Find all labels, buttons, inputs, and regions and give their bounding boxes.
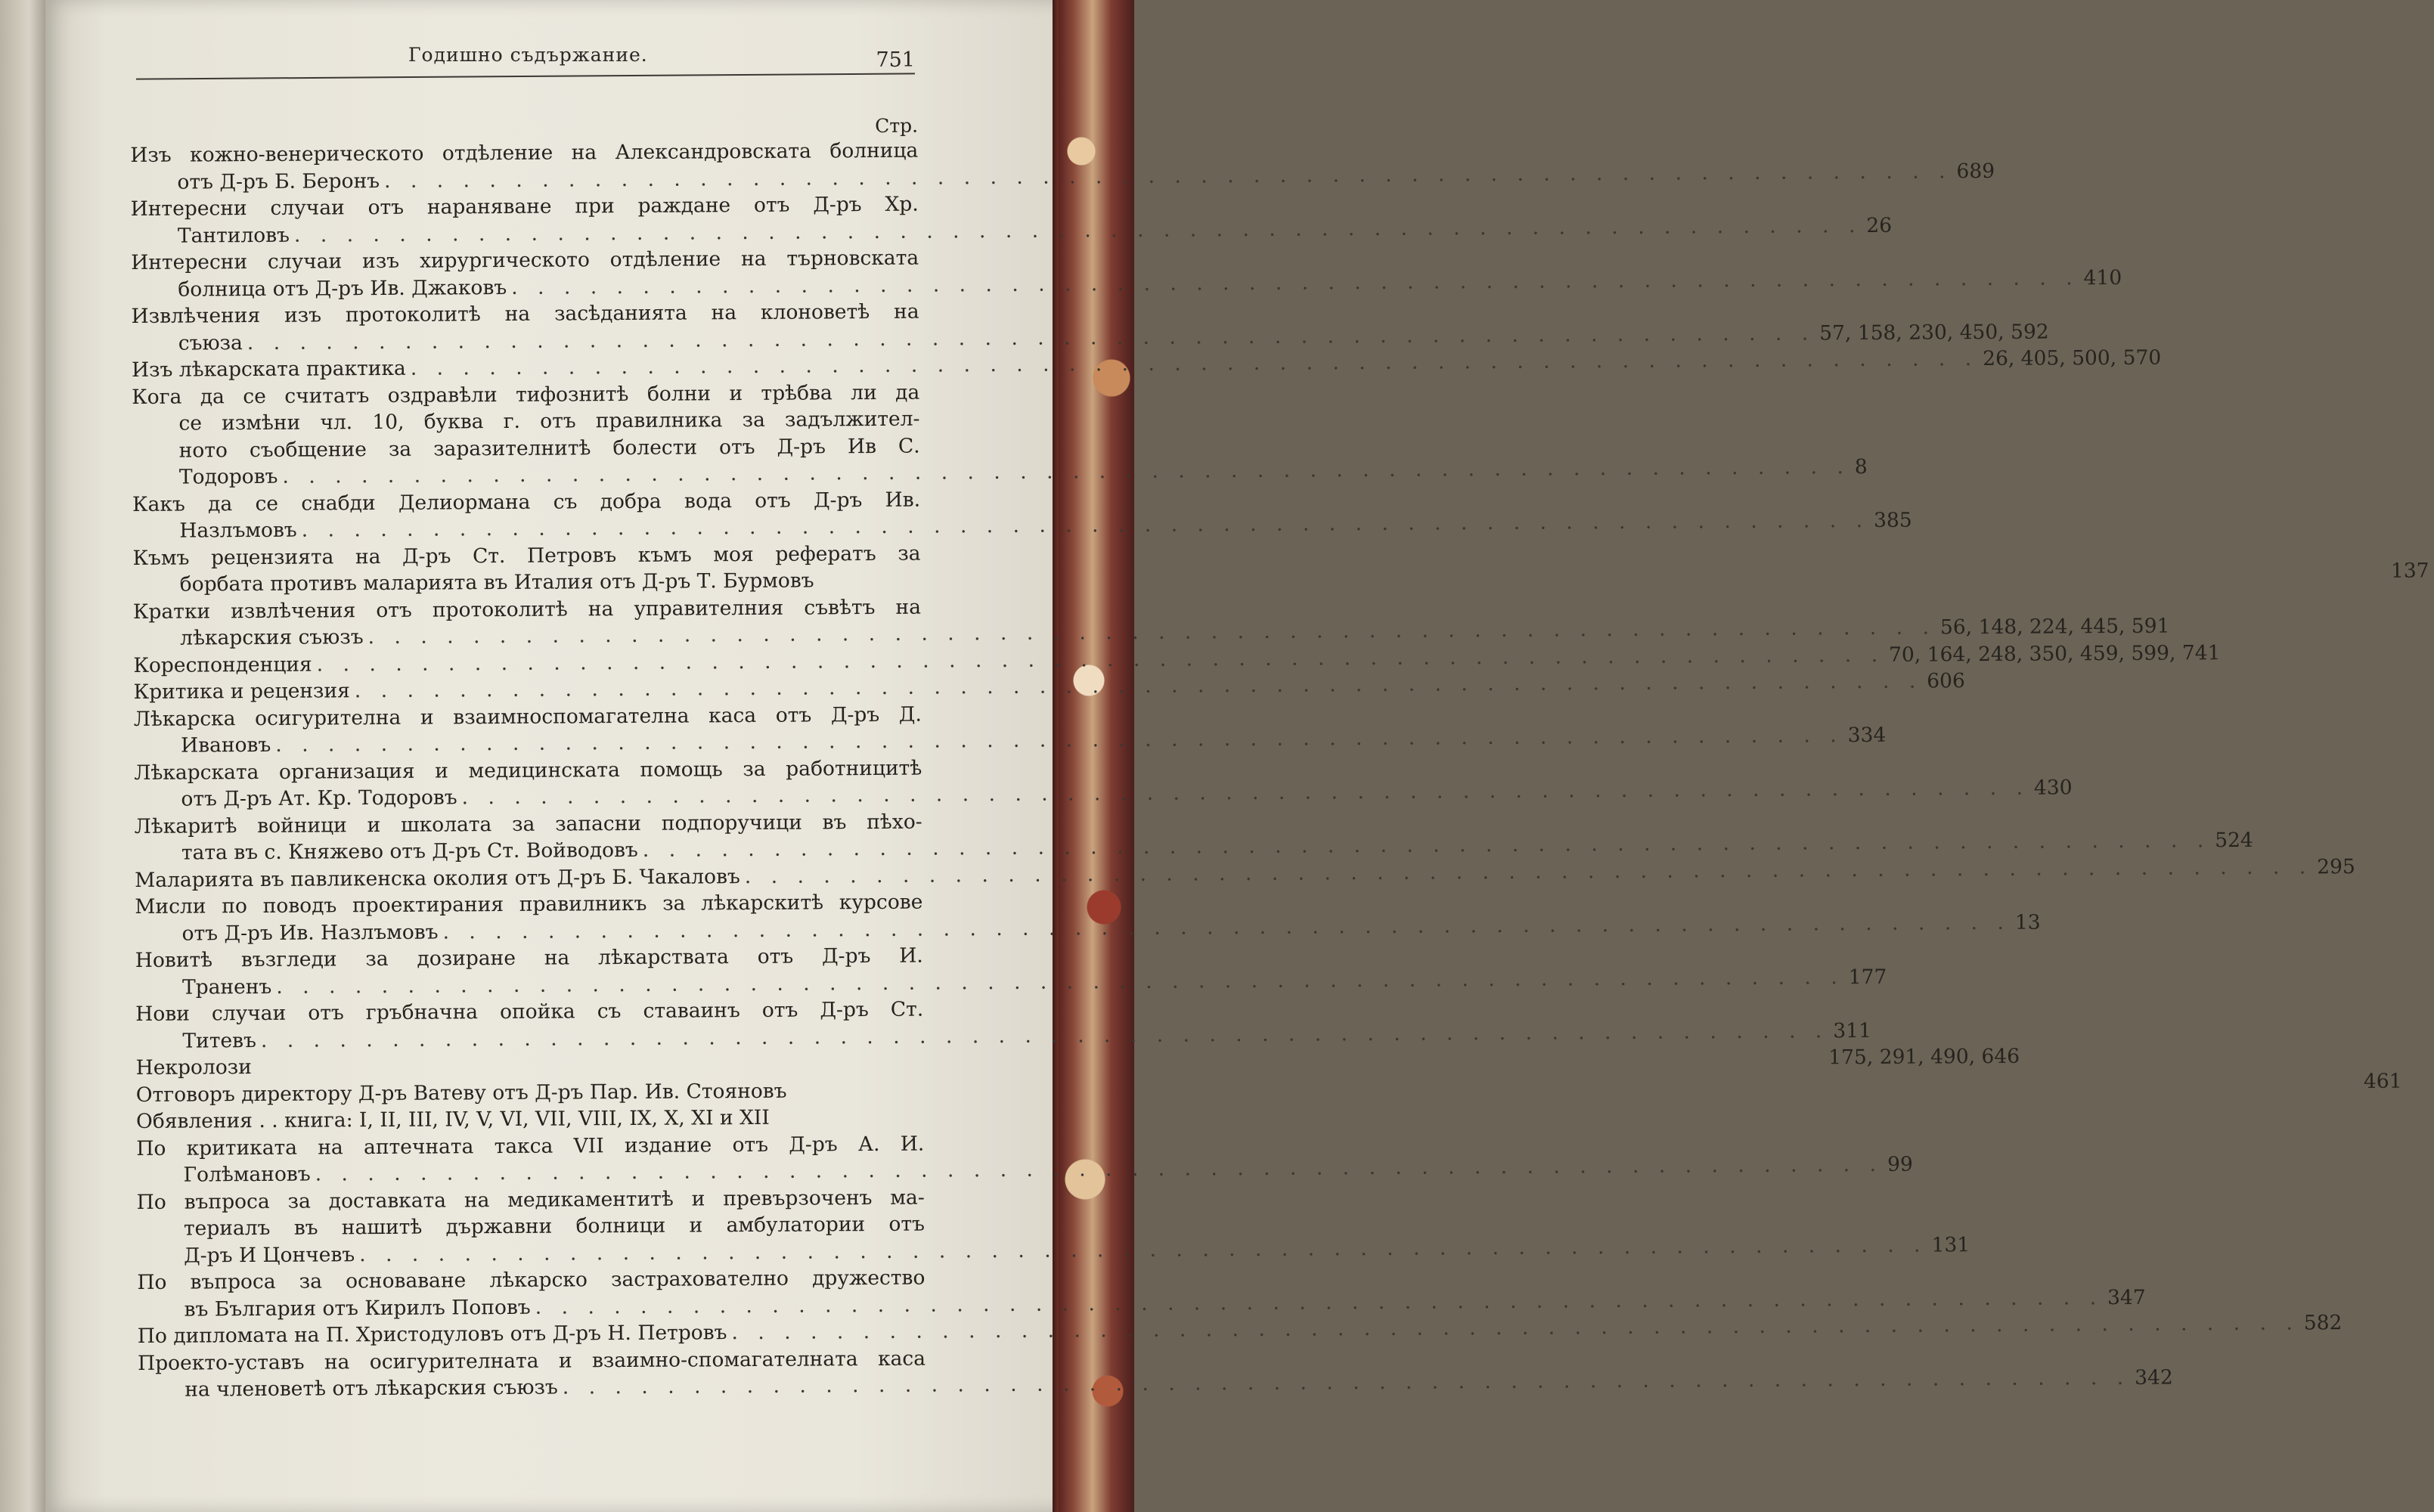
toc-entry: [131, 245, 2122, 303]
toc-entry-title-line: Лѣкарската организация и медицинската помощь за работницитѣ: [134, 756, 922, 785]
toc-entry-last-line: [135, 828, 2253, 867]
toc-entry-title: Кореспонденция: [133, 652, 312, 677]
toc-entry-title: лѣкарския съюзъ: [180, 625, 364, 650]
toc-entry-title-line: Извлѣчения изъ протоколитѣ на засѣданията на клоноветѣ на: [131, 299, 919, 328]
page-number: 751: [876, 48, 915, 72]
toc-entry-pages: 311: [1833, 1018, 1871, 1043]
toc-entry: [136, 1184, 1970, 1269]
toc-entry-title: съюза: [178, 330, 243, 355]
toc-entry-title: Голѣмановъ: [183, 1162, 311, 1187]
toc-entry-pages: 385: [1874, 508, 1912, 532]
toc-entry-title: Д-ръ И Цончевъ: [184, 1242, 355, 1268]
toc-entry-title: Изъ лѣкарската практика: [131, 356, 406, 382]
toc-entry-last-line: [135, 1044, 2020, 1082]
toc-entry: [135, 943, 1887, 1001]
header-rule: [136, 73, 915, 79]
toc-entry-title: борбата противъ маларията въ Италия отъ Д-ръ Т. Бурмовъ: [179, 569, 814, 596]
toc-entry-last-line: [132, 454, 1868, 491]
toc-entry-pages: 8: [1854, 454, 1868, 479]
toc-entry-title-line: Интересни случаи отъ нараняване при раждане отъ Д-ръ Хр.: [130, 192, 919, 221]
toc-entry-last-line: [133, 669, 1965, 706]
toc-entry-title: отъ Д-ръ Ат. Кр. Тодоровъ: [181, 785, 457, 811]
toc-entry-pages: 342: [2135, 1365, 2173, 1390]
toc-entry-title-line: Интересни случаи изъ хирургическото отдѣление на търновската: [131, 246, 919, 274]
toc-entry-title-line: Новитѣ възгледи за дозиране на лѣкарствата отъ Д-ръ И.: [135, 943, 923, 972]
toc-entry-last-line: [138, 1365, 2173, 1404]
toc-entry-title-line: се измѣни чл. 10, буква г. отъ правилника за задължител-: [178, 407, 920, 435]
toc-entry-title-line: Лѣкаритѣ войници и школата за запасни подпоручици въ пѣхо-: [134, 810, 922, 838]
toc-entry-title: болница отъ Д-ръ Ив. Джаковъ: [178, 275, 507, 302]
toc-entry-title-line: Нови случаи отъ гръбначна опойка съ ставаинъ отъ Д-ръ Ст.: [135, 997, 924, 1026]
toc-entry-pages: 137: [2390, 559, 2429, 583]
toc-entry: [135, 996, 1871, 1055]
toc-entry-title-line: Мисли по поводъ проектирания правилникъ за лѣкарскитѣ курсове: [135, 890, 923, 919]
toc-entry-title: въ България отъ Кирилъ Поповъ: [184, 1295, 531, 1321]
toc-entry-title: отъ Д-ръ Ив. Назлъмовъ: [181, 920, 439, 946]
toc-entry-pages: 177: [1848, 965, 1887, 989]
toc-entry-pages: 57, 158, 230, 450, 592: [1819, 320, 2049, 345]
toc-entry-pages: 26: [1866, 213, 1893, 237]
toc-entry: [134, 754, 2073, 813]
toc-entry-last-line: [131, 345, 2162, 384]
toc-entry: [132, 593, 2170, 652]
toc-entry-last-line: [133, 559, 2429, 599]
toc-entry-pages: 461: [2363, 1069, 2402, 1093]
toc-entry: [136, 1104, 924, 1136]
toc-entry: [132, 486, 1912, 544]
table-of-contents: [130, 114, 2429, 1404]
toc-entry-title-line: териалъ въ нашитѣ държавни болници и амбулатории отъ: [183, 1212, 926, 1241]
toc-entry-pages: 56, 148, 224, 445, 591: [1939, 614, 2170, 640]
toc-entry-title-line: Изъ кожно-венерическото отдѣление на Александровската болница: [130, 138, 919, 167]
toc-entry-title-line: Проекто-уставъ на осигурителната и взаимно-спомагателната каса: [137, 1346, 926, 1375]
toc-entry-title: Маларията въ павликенска околия отъ Д-ръ Б. Чакаловъ: [135, 864, 740, 892]
toc-entry-title: отъ Д-ръ Б. Беронъ: [177, 169, 380, 194]
toc-entry-title: Обявления . . книга: I, II, III, IV, V, VI, VII, VIII, IX, X, XI и XII: [136, 1105, 770, 1133]
toc-entry-pages: 13: [2014, 910, 2041, 934]
toc-entry-pages: 606: [1927, 669, 1965, 693]
toc-entry-pages: 334: [1847, 723, 1887, 748]
toc-entry-title: тата въ с. Княжево отъ Д-ръ Ст. Войводовъ: [181, 838, 638, 865]
toc-entry-pages: 70, 164, 248, 350, 459, 599, 741: [1889, 640, 2221, 667]
toc-entry: [131, 345, 2162, 384]
page-column-label: Стр.: [875, 114, 919, 137]
toc-entry-last-line: [136, 1152, 1913, 1189]
toc-entry-title: Траненъ: [181, 974, 272, 999]
toc-entry: [137, 1345, 2173, 1403]
toc-entry-pages: 26, 405, 500, 570: [1983, 345, 2162, 371]
toc-entry-pages: 582: [2303, 1311, 2343, 1335]
toc-entry-title-line: Къмъ рецензията на Д-ръ Ст. Петровъ къмъ моя рефератъ за: [132, 541, 921, 570]
toc-entry-pages: 689: [1956, 159, 1995, 183]
toc-entry-title-line: По въпроса за основаване лѣкарско застраховатeлно дружество: [137, 1266, 926, 1294]
toc-entry: [135, 1044, 2020, 1082]
toc-entry-pages: 347: [2107, 1285, 2146, 1309]
toc-entry-last-line: [136, 1104, 924, 1136]
toc-entry-title: Тодоровъ: [178, 464, 278, 489]
toc-entry: [130, 138, 1995, 196]
toc-entry: [137, 1265, 2146, 1323]
toc-entry-last-line: [132, 508, 1912, 545]
toc-entry-title-line: Какъ да се снабди Делиормана съ добра вода отъ Д-ръ Ив.: [132, 488, 921, 516]
toc-entry-last-line: [134, 723, 1887, 760]
toc-entry-pages: 175, 291, 490, 646: [1828, 1044, 2020, 1070]
toc-entry-pages: 410: [2083, 265, 2122, 290]
toc-entry-title: Отговоръ директору Д-ръ Ватеву отъ Д-ръ Пар. Ив. Стояновъ: [135, 1079, 787, 1107]
toc-entry-title-line: Кратки извлѣчения отъ протоколитѣ на управителния съвѣтъ на: [132, 595, 922, 624]
toc-entry-pages: 131: [1931, 1232, 1970, 1256]
toc-entry-pages: 295: [2317, 854, 2355, 878]
toc-entry: [133, 669, 1965, 706]
toc-entry: [130, 191, 1893, 249]
toc-entry: [132, 379, 1868, 491]
toc-entry-pages: 99: [1887, 1152, 1913, 1176]
toc-entry-title: По дипломата на П. Христодуловъ отъ Д-ръ Н. Петровъ: [137, 1321, 727, 1348]
toc-entry-title: Ивановъ: [180, 733, 271, 758]
toc-entry-title: Тантиловъ: [177, 223, 290, 248]
toc-entry-title-line: По критиката на аптечната такса VII издание отъ Д-ръ А. И.: [136, 1132, 925, 1160]
toc-entry: [134, 808, 2253, 866]
toc-entry-title: Титевъ: [182, 1028, 257, 1053]
toc-entry: [135, 889, 2041, 947]
toc-entry: [137, 1311, 2343, 1350]
toc-entry-last-line: [137, 1311, 2343, 1350]
toc-entry: [136, 1130, 1913, 1188]
toc-entry-title: Некролози: [135, 1055, 252, 1080]
toc-entry-title: на членоветѣ отъ лѣкарския съюзъ: [184, 1375, 558, 1402]
toc-entry-title-line: Кога да се считатъ оздравѣли тифознитѣ болни и трѣбва ли да: [132, 380, 920, 409]
toc-entry-title-line: ното съобщение за заразителнитѣ болести отъ Д-ръ Ив С.: [178, 434, 920, 463]
toc-entry-title-line: По въпроса за доставката на медикаментитѣ и превързоченъ ма-: [136, 1185, 925, 1214]
toc-entry-last-line: [134, 776, 2073, 813]
page-header: [136, 30, 915, 83]
toc-entry: [132, 540, 2429, 598]
toc-entry-last-line: [133, 614, 2170, 652]
toc-entry-pages: 430: [2033, 776, 2073, 800]
toc-entry-title: Назлъмовъ: [179, 518, 297, 543]
toc-entry: [131, 299, 2049, 357]
toc-entry-pages: 524: [2215, 828, 2253, 853]
toc-entry: [133, 701, 1887, 759]
running-head: Годишно съдържание.: [408, 44, 648, 66]
toc-entry-title: Критика и рецензия: [133, 679, 350, 704]
toc-entry-title-line: Лѣкарска осигурителна и взаимноспомагателна каса отъ Д-ръ Д.: [133, 702, 922, 731]
